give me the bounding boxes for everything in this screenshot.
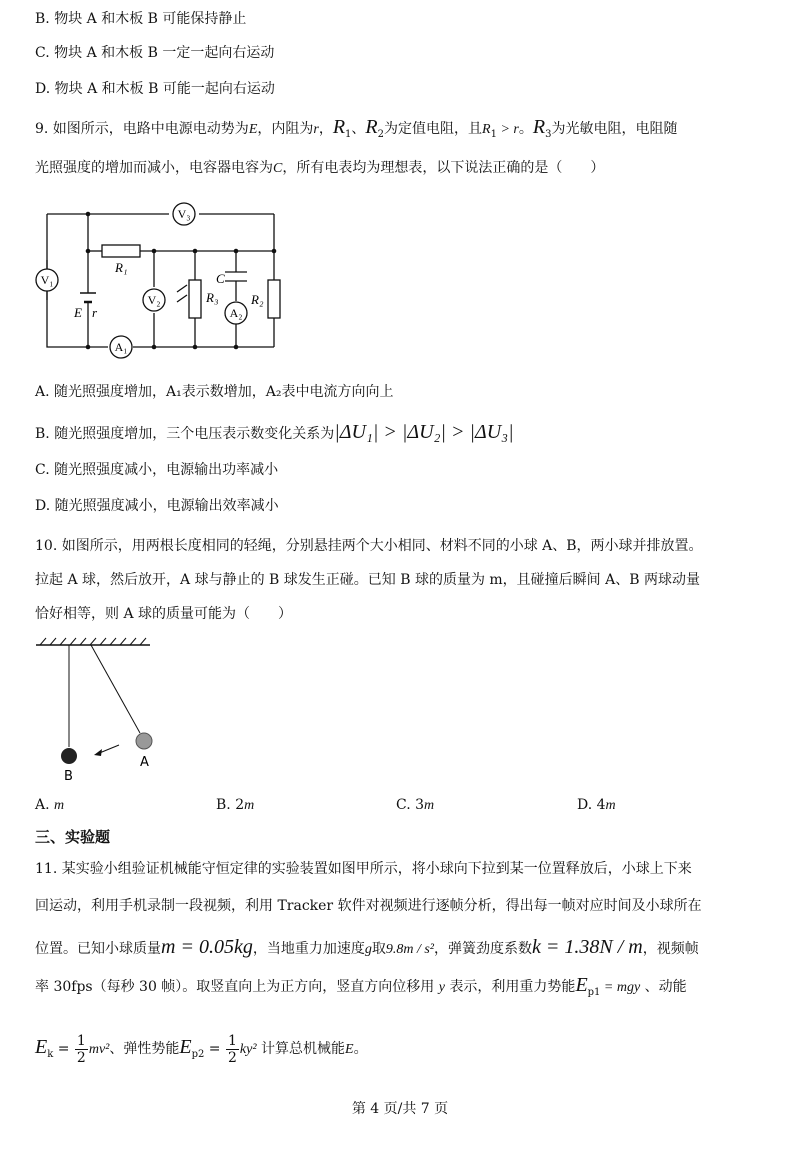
label-e: E [74,305,82,320]
label-r3: R₃ [206,290,219,305]
q9-option-b: B. 随光照强度增加，三个电压表示数变化关系为|ΔU₁| > |ΔU₂| > |ΔU₃| [35,421,514,443]
section-title: 三、实验题 [35,828,111,846]
q8-option-c: C. 物块 A 和木板 B 一定一起向右运动 [35,45,275,61]
ball-a [136,733,152,749]
q10-option-c: C. 3m [396,797,435,813]
q9-option-c: C. 随光照强度减小，电源输出功率减小 [35,462,279,478]
q10-stem-line2: 拉起 A 球，然后放开，A 球与静止的 B 球发生正碰。已知 B 球的质量为 m，且碰撞后瞬间 A、B 两球动量 [35,572,700,588]
label-v1: V₁ [40,273,54,287]
q11-line5: $E_k$ = $\frac{1}{2}$ mv²、弹性势能$E_{p2}$ = $\frac{1}{2}$ ky² 计算总机械能E。 [35,1032,368,1066]
q11-line1: 11. 某实验小组验证机械能守恒定律的实验装置如图甲所示，将小球向下拉到某一位置释放后，小球上下来 [35,861,692,877]
q10-option-d: D. 4m [577,797,616,813]
pendulum-diagram [30,635,180,785]
circuit-diagram [20,200,300,370]
label-ball-b: B [64,769,73,784]
label-ball-a: A [140,755,149,770]
label-a1: A₁ [114,340,128,354]
q11-line4: 率 30fps（每秒 30 帧）。取竖直向上为正方向，竖直方向位移用 y 表示，利用重力势能$E_{p1}$ = mgy 、动能 [35,974,687,998]
q11-line3: 位置。已知小球质量m = 0.05kg，当地重力加速度g取9.8m / s²，弹簧劲度系数k = 1.38N / m，视频帧 [35,936,699,958]
label-v3: V₃ [177,207,191,221]
q9-stem-line2: 光照强度的增加而减小，电容器电容为C，所有电表均为理想表，以下说法正确的是（ ） [35,160,605,176]
q10-option-b: B. 2m [216,797,255,813]
q9-option-a: A. 随光照强度增加，A₁表示数增加，A₂表中电流方向向上 [35,384,394,400]
label-r: r [92,305,98,320]
ball-b [61,748,77,764]
q8-option-b: B. 物块 A 和木板 B 可能保持静止 [35,11,247,27]
label-c: C [216,271,225,286]
q9-option-d: D. 随光照强度减小，电源输出效率减小 [35,498,279,514]
label-r1: R₁ [115,260,128,275]
q10-stem-line1: 10. 如图所示，用两根长度相同的轻绳，分别悬挂两个大小相同、材料不同的小球 A、B，两小球并排放置。 [35,538,703,554]
q10-option-a: A. m [35,797,65,813]
q11-line2: 回运动，利用手机录制一段视频，利用 Tracker 软件对视频进行逐帧分析，得出每一帧对应时间及小球所在 [35,898,702,914]
label-a2: A₂ [229,306,243,320]
q9-stem-line1: 9. 如图所示，电路中电源电动势为E，内阻为r，$R_1$、$R_2$为定值电阻，且$R_1 > r$。$R_3$为光敏电阻，电阻随 [35,116,678,140]
q8-option-d: D. 物块 A 和木板 B 可能一起向右运动 [35,81,275,97]
label-r2: R₂ [251,292,264,307]
q10-stem-line3: 恰好相等，则 A 球的质量可能为（ ） [35,606,293,622]
label-v2: V₂ [147,293,161,307]
page-footer: 第 4 页/共 7 页 [351,1101,449,1117]
